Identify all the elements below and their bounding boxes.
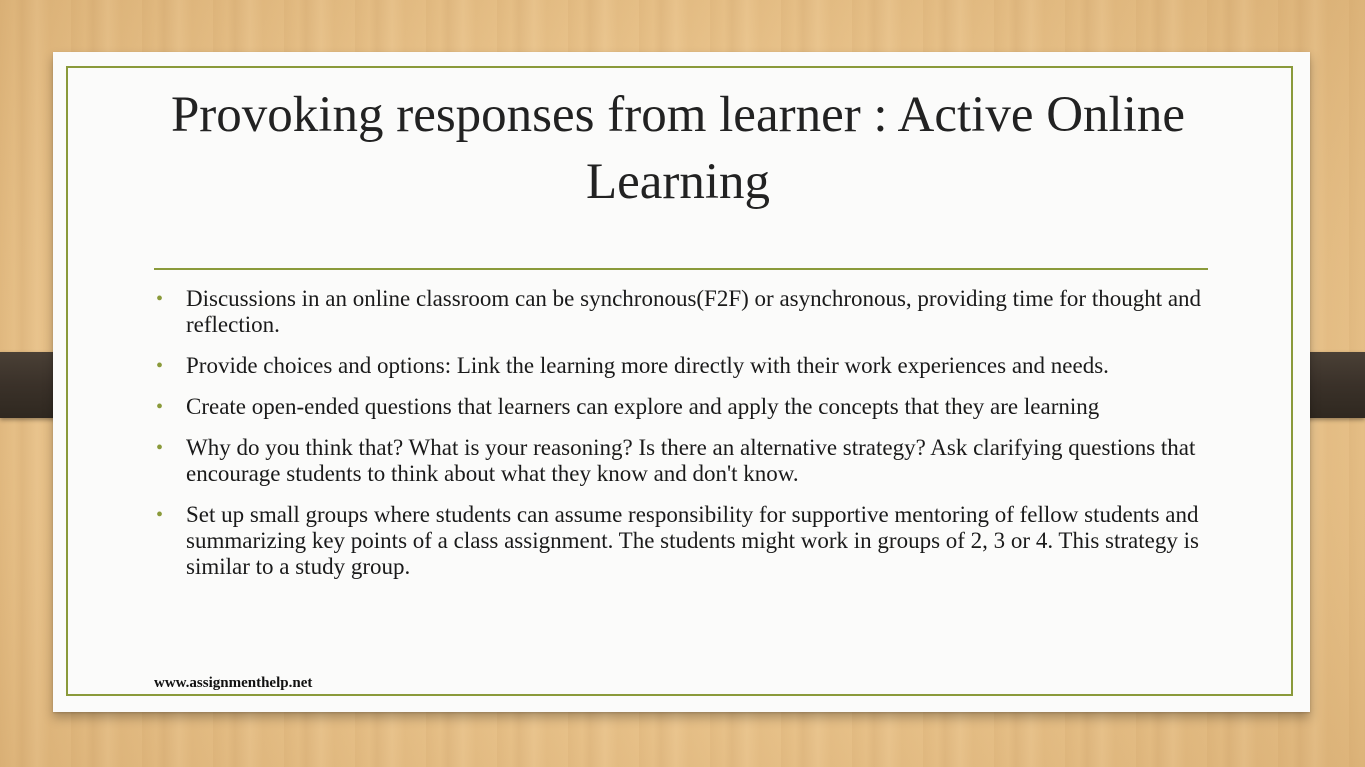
bullet-text: Provide choices and options: Link the learning more directly with their work experiences and needs. <box>186 353 1109 378</box>
slide-title: Provoking responses from learner : Active Online Learning <box>170 87 1186 210</box>
bullet-item <box>154 353 1214 379</box>
bullet-item <box>154 502 1214 580</box>
bullet-text: Set up small groups where students can assume responsibility for supportive mentoring of fellow students and summarizing key points of a class assignment. The students might work in groups of 2, 3 or 4. This strategy is similar to a study group. <box>186 502 1199 579</box>
bullet-icon: • <box>156 288 164 310</box>
footer-url: www.assignmenthelp.net <box>154 675 313 691</box>
bullet-icon: • <box>156 437 164 459</box>
bullet-icon: • <box>156 504 164 526</box>
bullet-list <box>154 286 1214 595</box>
bullet-text: Why do you think that? What is your reasoning? Is there an alternative strategy? Ask clarifying questions that encourage students to think about what they know and don't know. <box>186 435 1196 486</box>
slide-card <box>53 52 1310 712</box>
title-divider <box>154 268 1208 270</box>
bullet-icon: • <box>156 355 164 377</box>
bullet-text: Create open-ended questions that learners can explore and apply the concepts that they are learning <box>186 394 1100 419</box>
bullet-item <box>154 286 1214 338</box>
bullet-item <box>154 394 1214 420</box>
bullet-text: Discussions in an online classroom can be synchronous(F2F) or asynchronous, providing time for thought and reflection. <box>186 286 1202 337</box>
bullet-icon: • <box>156 396 164 418</box>
bullet-item <box>154 435 1214 487</box>
